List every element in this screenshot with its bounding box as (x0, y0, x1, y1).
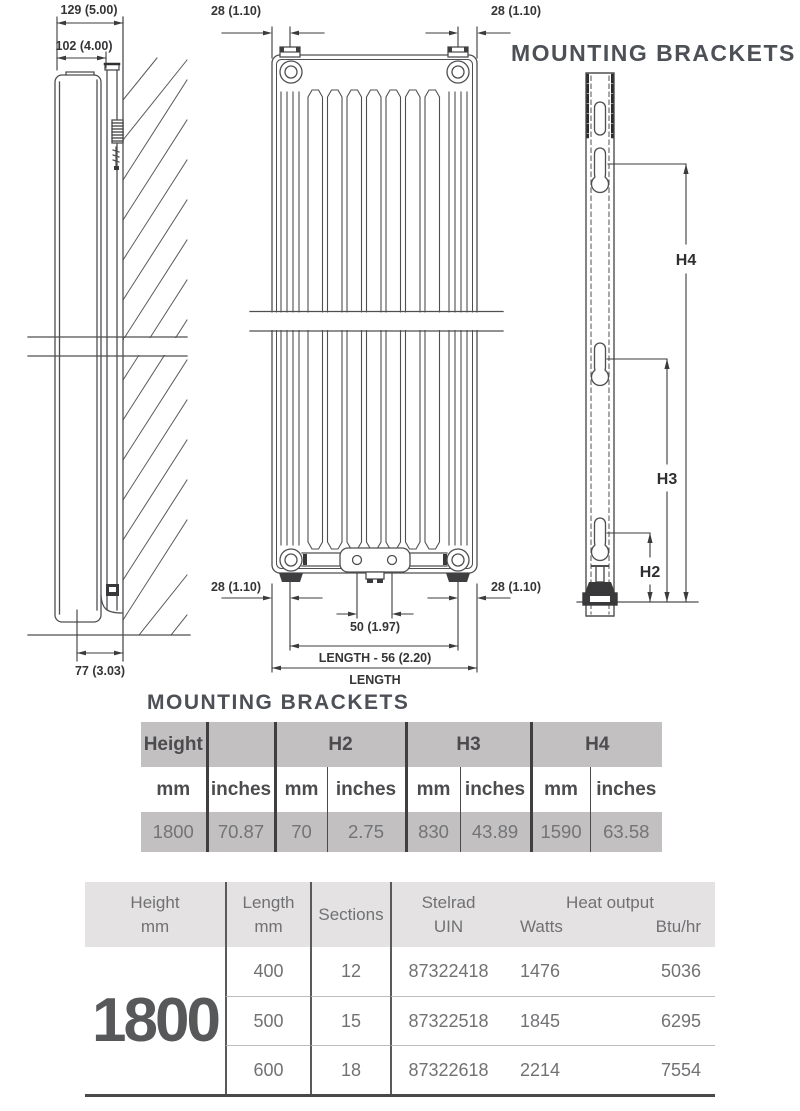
t1-value: 70.87 (207, 812, 275, 852)
side-view-drawing (28, 3, 190, 678)
t1-unit: inches (327, 767, 406, 812)
t1-unit: mm (531, 767, 590, 812)
spec-cell-watts: 2214 (505, 1045, 600, 1094)
t1-value: 63.58 (590, 812, 662, 852)
pipe-manifold (340, 548, 410, 583)
dim-label-pipe-centers: 50 (1.97) (349, 620, 401, 634)
dim-label-top-right: 28 (1.10) (490, 4, 542, 18)
spec-cell-btu: 7554 (600, 1045, 715, 1094)
dim-label-h3: H3 (656, 471, 678, 488)
t1-unit: inches (207, 767, 275, 812)
t1-unit: inches (590, 767, 662, 812)
mounting-brackets-table-title: MOUNTING BRACKETS (147, 691, 410, 714)
mounting-brackets-diagram-title: MOUNTING BRACKETS (511, 40, 796, 66)
spec-cell-btu: 5036 (660, 961, 701, 981)
dim-label-overall-length: LENGTH (349, 673, 401, 687)
spec-header-heat-output: Heat output Watts Btu/hr (505, 882, 715, 947)
t1-unit: mm (156, 778, 191, 800)
t1-header-h3: H3 (406, 722, 531, 767)
bracket-dimensions (607, 164, 689, 602)
t1-value: 43.89 (460, 812, 531, 852)
spec-header-uin: Stelrad UIN (390, 882, 505, 947)
t1-header-h2: H2 (275, 722, 406, 767)
radiator-side-body (55, 75, 101, 622)
spec-header-watts: Watts (520, 916, 563, 936)
spec-cell-sections: 18 (310, 1045, 390, 1094)
side-dimensions (57, 17, 123, 661)
spec-cell-sections: 12 (310, 947, 390, 996)
spec-cell-btu: 6295 (600, 996, 715, 1045)
bracket-keyholes (592, 102, 609, 561)
spec-cell-uin: 87322418 (390, 947, 505, 996)
spec-cell-length: 400 (225, 947, 310, 996)
t1-value: 1590 (531, 812, 590, 852)
spec-cell-uin: 87322518 (390, 996, 505, 1045)
dim-label-bracket-centers: LENGTH - 56 (2.20) (318, 651, 432, 665)
spec-header-length: Length mm (225, 882, 310, 947)
t1-header-spacer (207, 722, 275, 767)
dim-label-floor-gap: 77 (3.03) (74, 664, 126, 678)
t1-value: 830 (406, 812, 460, 852)
dim-label-top-left: 28 (1.10) (210, 4, 262, 18)
spec-header-btu: Btu/hr (655, 916, 701, 936)
dim-label-h4: H4 (675, 252, 697, 269)
mounting-brackets-table (141, 722, 662, 852)
dim-label-bottom-right: 28 (1.10) (490, 580, 542, 594)
t1-header-h4: H4 (531, 722, 662, 767)
spec-cell-length: 600 (225, 1045, 310, 1094)
spec-table (85, 882, 715, 1097)
t1-unit: mm (406, 767, 460, 812)
dim-label-h2: H2 (639, 564, 661, 581)
dim-label-overall-depth: 129 (5.00) (60, 3, 118, 17)
dim-label-panel-depth: 102 (4.00) (55, 39, 113, 53)
t1-value: 1800 (141, 812, 207, 852)
spec-header-sections: Sections (310, 882, 390, 947)
spec-cell-length: 500 (225, 996, 310, 1045)
t1-unit: mm (275, 767, 327, 812)
front-view-drawing (211, 4, 541, 687)
bracket-drawing (577, 73, 698, 616)
t1-header-height: Height (141, 722, 207, 767)
t1-unit: inches (460, 767, 531, 812)
spec-cell-watts: 1845 (505, 996, 600, 1045)
spec-height-value: 1800 (92, 986, 218, 1055)
spec-header-height: Height mm (85, 882, 225, 947)
spec-cell-uin: 87322618 (390, 1045, 505, 1094)
spec-cell-sections: 15 (310, 996, 390, 1045)
bracket-foot (583, 566, 617, 605)
spec-cell-watts: 1476 (520, 961, 561, 981)
dim-label-bottom-left: 28 (1.10) (210, 580, 262, 594)
t1-value: 70 (275, 812, 327, 852)
t1-value: 2.75 (327, 812, 406, 852)
